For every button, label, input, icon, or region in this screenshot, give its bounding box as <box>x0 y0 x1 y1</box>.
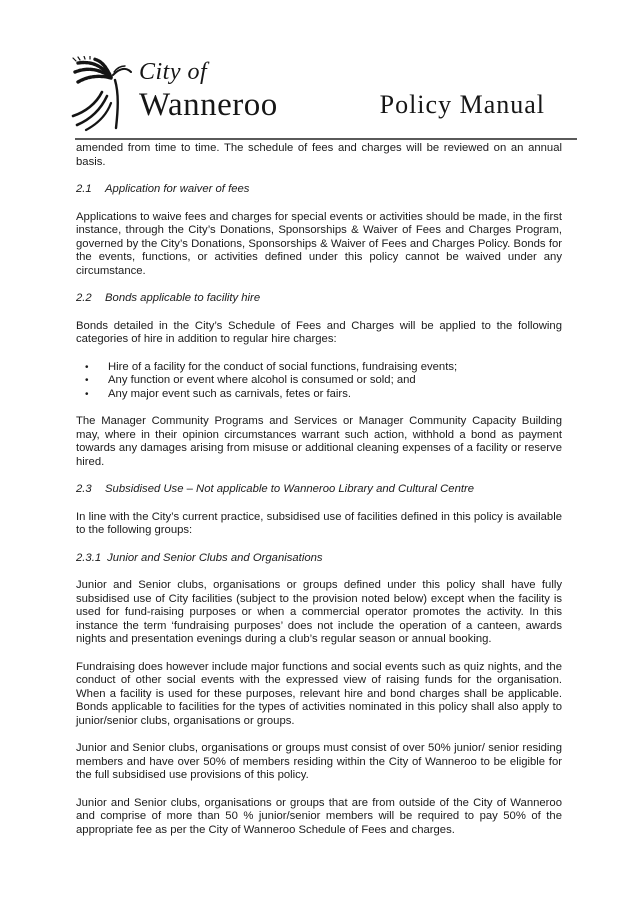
section-title: Bonds applicable to facility hire <box>105 292 261 304</box>
bullet-item <box>76 361 562 375</box>
bullet-icon: • <box>85 388 89 400</box>
section-number: 2.1 <box>76 183 92 195</box>
header-divider <box>75 138 577 140</box>
logo-city-of: City of <box>139 59 208 85</box>
bullet-text: Hire of a facility for the conduct of social functions, fundraising events; <box>108 360 458 373</box>
bullet-item <box>76 374 562 388</box>
paragraph: Bonds detailed in the City’s Schedule of Fees and Charges will be applied to the following categories of hire in addition to regular hire charges: <box>76 319 562 345</box>
section-title: Subsidised Use – Not applicable to Wanneroo Library and Cultural Centre <box>105 483 475 495</box>
section-number: 2.2 <box>76 292 92 304</box>
paragraph: Fundraising does however include major functions and social events such as quiz nights, and the conduct of other social events with the expressed view of raising funds for the organisation. When a facility is used for these purposes, relevant hire and bond charges shall be applicable. Bonds applicable to facilities for the types of activities nominated in this policy shall also apply to junior/senior clubs, organisations or groups. <box>76 660 562 727</box>
paragraph: Junior and Senior clubs, organisations or groups must consist of over 50% junior/ senior residing members and have over 50% of members residing within the City of Wanneroo to be eligible for the full subsidised use provisions of this policy. <box>76 742 562 781</box>
bullet-list <box>76 361 562 402</box>
page-header <box>0 0 637 140</box>
paragraph: Applications to waive fees and charges for special events or activities should be made, in the first instance, through the City’s Donations, Sponsorships & Waiver of Fees and Charges Program, governed by the City’s Donations, Sponsorships & Waiver of Fees and Charges Policy. Bonds for the events, functions, or activities defined under this policy cannot be waived under any circumstance. <box>76 210 562 277</box>
bullet-text: Any function or event where alcohol is consumed or sold; and <box>108 374 416 386</box>
section-title: Application for waiver of fees <box>105 183 250 195</box>
page-title: Policy Manual <box>379 90 545 119</box>
bullet-icon: • <box>85 375 89 386</box>
section-heading <box>76 552 562 566</box>
section-heading <box>76 292 562 306</box>
section-number: 2.3.1 <box>76 551 102 564</box>
paragraph: amended from time to time. The schedule of fees and charges will be reviewed on an annual basis. <box>76 142 562 168</box>
bullet-text: Any major event such as carnivals, fetes or fairs. <box>108 387 351 400</box>
kangaroo-paw-icon <box>70 56 136 132</box>
bullet-item <box>76 388 562 402</box>
paragraph: Junior and Senior clubs, organisations or groups defined under this policy shall have fully subsidised use of City facilities (subject to the provision noted below) except when the facility is used for fund-raising purposes or when a commercial operator promotes the activity. In this instance the term ‘fundraising purposes’ does not include the operation of a canteen, awards nights and presentation evenings during a club’s regular season or annual booking. <box>76 579 562 645</box>
section-heading <box>76 183 562 197</box>
section-title: Junior and Senior Clubs and Organisations <box>107 551 323 564</box>
logo-wanneroo: Wanneroo <box>139 87 278 123</box>
paragraph: The Manager Community Programs and Services or Manager Community Capacity Building may, where in their opinion circumstances warrant such action, withhold a bond as payment towards any damages arising from misuse or additional cleaning expenses of a facility or reserve hired. <box>76 415 562 468</box>
section-heading <box>76 483 562 497</box>
paragraph: In line with the City’s current practice, subsidised use of facilities defined in this policy is available to the following groups: <box>76 510 562 536</box>
bullet-icon: • <box>85 361 89 373</box>
document-body <box>76 142 562 851</box>
section-number: 2.3 <box>76 483 92 495</box>
logo-wordmark <box>139 60 278 122</box>
paragraph: Junior and Senior clubs, organisations or groups that are from outside of the City of Wanneroo and comprise of more than 50 % junior/senior members will be required to pay 50% of the appropriate fee as per the City of Wanneroo Schedule of Fees and charges. <box>76 796 562 836</box>
